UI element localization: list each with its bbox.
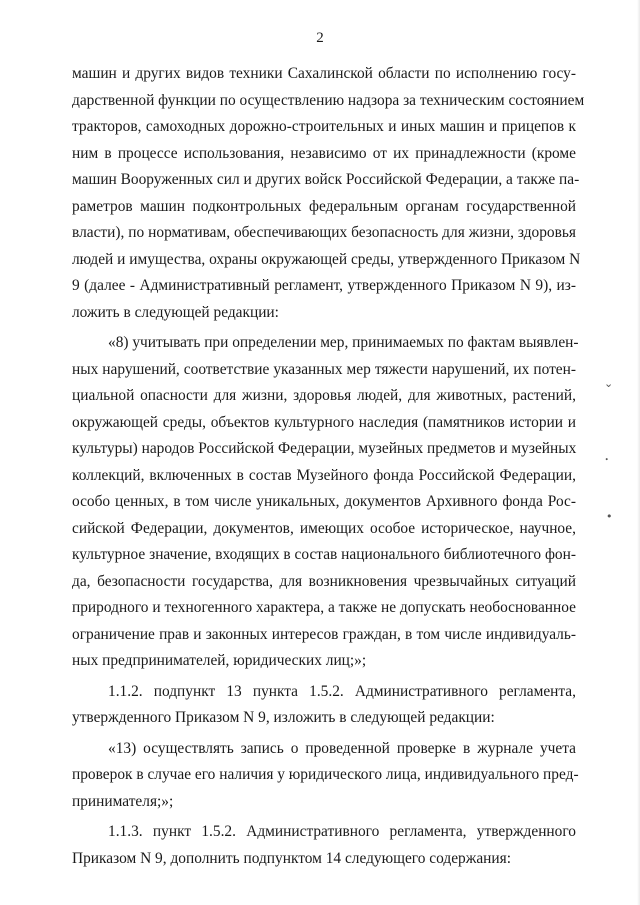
text-line: Приказом N 9, дополнить подпунктом 14 следующего содержания:	[72, 849, 512, 867]
text-line: «13) осуществлять запись о проведенной проверке в журнале учета	[108, 739, 576, 757]
scan-artifact-mark: •	[606, 510, 613, 523]
paragraph-p3	[72, 679, 576, 732]
document-body	[72, 61, 585, 872]
paragraph-p5	[72, 819, 576, 872]
text-line: ных нарушений, соответствие указанных мер тяжести нарушений, их потен-	[72, 360, 576, 378]
text-line: да, безопасности государства, для возникновения чрезвычайных ситуаций	[72, 572, 576, 590]
text-line: тракторов, самоходных дорожно-строительных и иных машин и прицепов к	[72, 118, 576, 135]
text-line: «8) учитывать при определении мер, принимаемых по фактам выявлен-	[108, 334, 579, 351]
paragraph-p2	[72, 330, 579, 675]
paragraph-p4	[72, 736, 579, 816]
paragraph-p1	[72, 61, 585, 326]
text-line: власти), по нормативам, обеспечивающих безопасность для жизни, здоровья	[72, 224, 576, 241]
text-line: утвержденного Приказом N 9, изложить в следующей редакции:	[72, 709, 495, 726]
text-line: 9 (далее - Административный регламент, утвержденного Приказом N 9), из-	[72, 277, 576, 294]
text-line: 1.1.2. подпункт 13 пункта 1.5.2. Административного регламента,	[108, 682, 576, 700]
text-line: коллекций, включенных в состав Музейного фонда Российской Федерации,	[72, 466, 576, 484]
page-number: 2	[316, 30, 324, 46]
text-line: проверок в случае его наличия у юридического лица, индивидуального пред-	[72, 766, 579, 783]
text-line: ных предпринимателей, юридических лиц;»;	[72, 652, 367, 669]
text-line: природного и техногенного характера, а также не допускать необоснованное	[72, 599, 576, 616]
text-line: окружающей среды, объектов культурного наследия (памятников истории и	[72, 413, 576, 431]
text-line: раметров машин подконтрольных федеральным органам государственной	[72, 197, 576, 215]
text-line: культуры) народов Российской Федерации, музейных предметов и музейных	[72, 440, 577, 457]
text-line: машин Вооруженных сил и других войск Российской Федерации, а также па-	[72, 171, 580, 188]
text-line: машин и других видов техники Сахалинской области по исполнению госу-	[72, 65, 576, 82]
scan-artifact-mark: ⌄	[604, 377, 614, 390]
text-line: культурное значение, входящих в состав национального библиотечного фон-	[72, 546, 576, 563]
text-line: циальной опасности для жизни, здоровья людей, для животных, растений,	[72, 387, 576, 404]
text-line: дарственной функции по осуществлению надзора за техническим состоянием	[72, 91, 585, 109]
scan-artifact-mark: ꞏ	[605, 453, 609, 466]
text-line: ним в процессе использования, независимо от их принадлежности (кроме	[72, 144, 576, 162]
text-line: сийской Федерации, документов, имеющих особое историческое, научное,	[72, 519, 576, 537]
text-line: ограничение прав и законных интересов граждан, в том числе индивидуаль-	[72, 625, 576, 643]
text-line: людей и имущества, охраны окружающей среды, утвержденного Приказом N	[72, 250, 581, 268]
text-line: принимателя;»;	[72, 792, 174, 810]
text-line: ложить в следующей редакции:	[72, 303, 279, 321]
text-line: особо ценных, в том числе уникальных, документов Архивного фонда Рос-	[72, 493, 576, 510]
text-line: 1.1.3. пункт 1.5.2. Административного регламента, утвержденного	[108, 823, 576, 840]
